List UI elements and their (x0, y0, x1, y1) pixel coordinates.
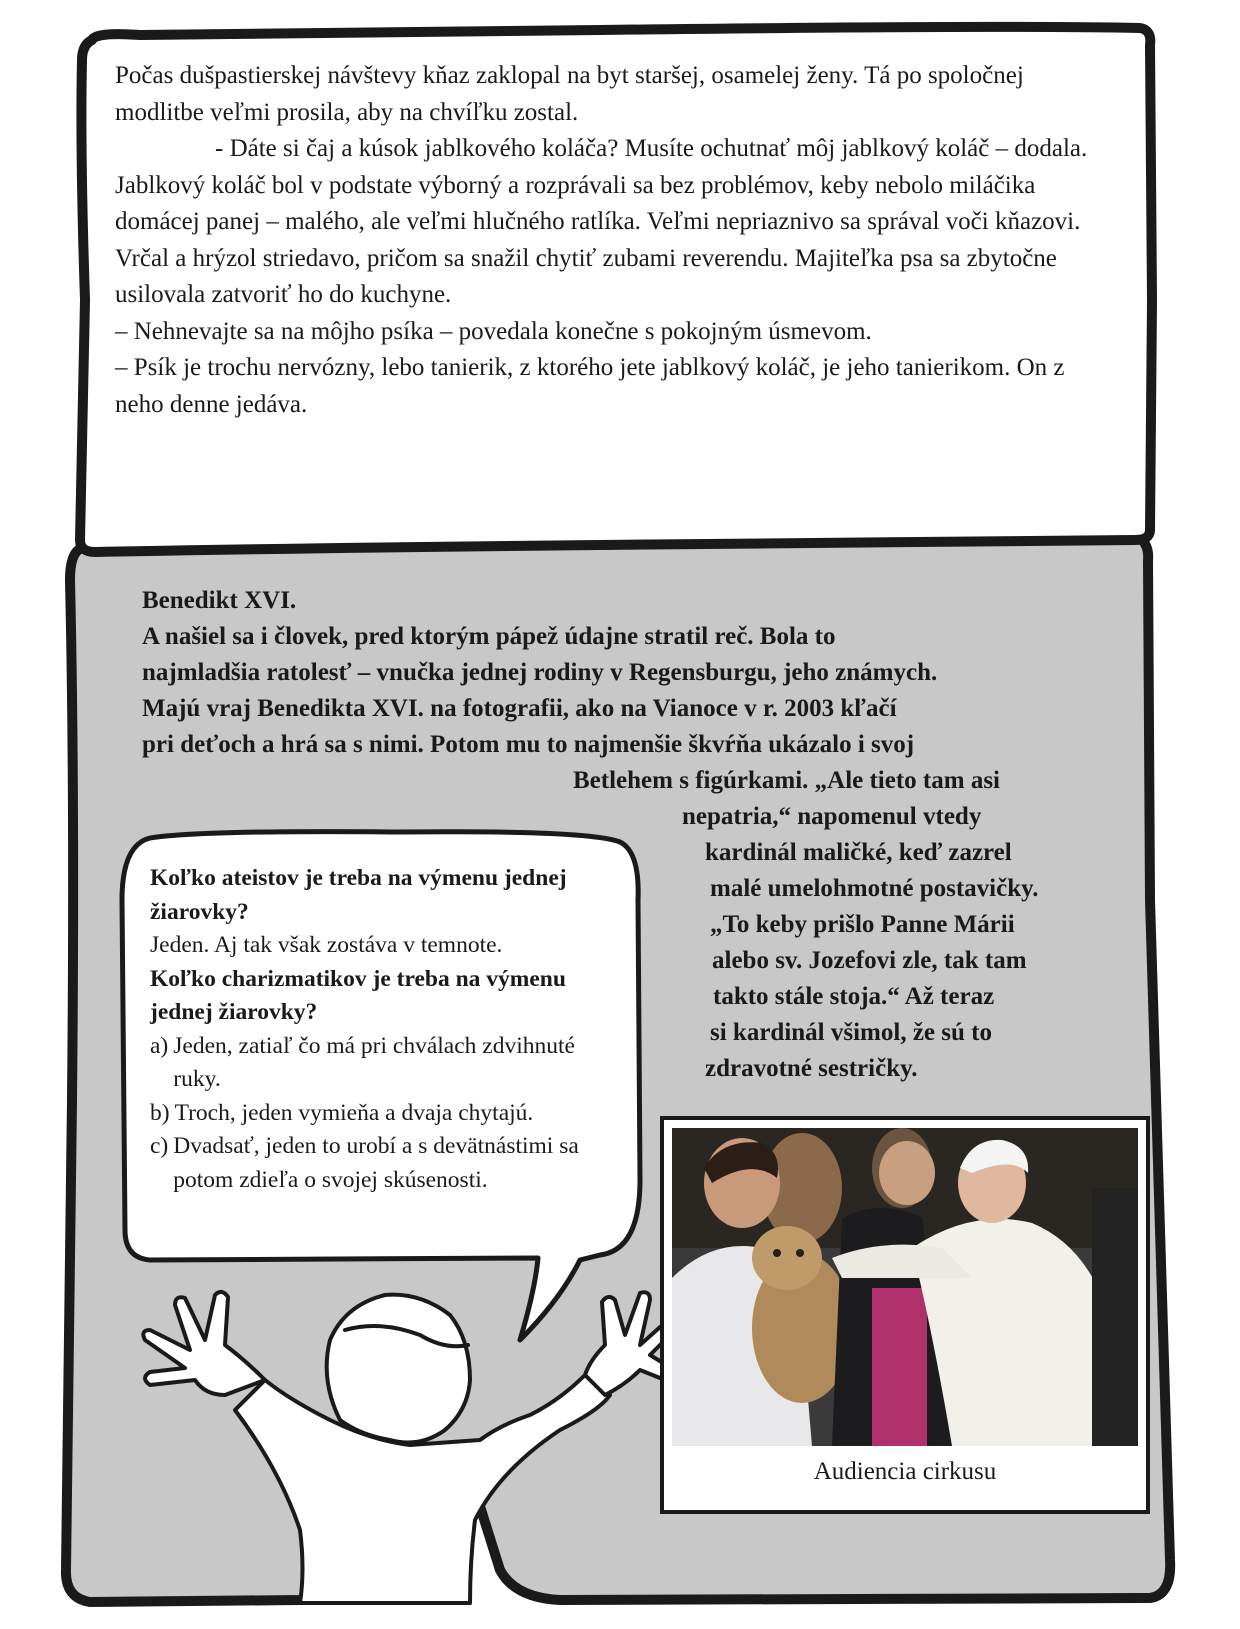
joke-option-label: a) (150, 1032, 169, 1059)
joke-option (150, 1097, 620, 1131)
benedikt-story-line: A našiel sa i človek, pred ktorým pápež údajne stratil reč. Bola to (142, 623, 836, 650)
benedikt-story-line: takto stále stoja.“ Až teraz (713, 983, 995, 1010)
top-story-paragraph: - Dáte si čaj a kúsok jablkového koláča? Musíte ochutnať môj jablkový koláč – dodala. (215, 135, 1088, 162)
joke-option (150, 1030, 620, 1097)
benedikt-story-line: nepatria,“ napomenul vtedy (682, 803, 982, 830)
benedikt-story-line: malé umelohmotné postavičky. (710, 875, 1039, 902)
benedikt-story-line: pri deťoch a hrá sa s nimi. Potom mu to najmenšie škvŕňa ukázalo i svoj (142, 731, 915, 758)
joke-answer: Jeden. Aj tak však zostáva v temnote. (150, 932, 503, 958)
top-story-text (115, 58, 1115, 423)
benedikt-story-line: najmladšia ratolesť – vnučka jednej rodiny v Regensburgu, jeho známych. (142, 659, 938, 686)
benedikt-story-line: si kardinál všimol, že sú to (710, 1019, 992, 1046)
top-story-paragraph: – Psík je trochu nervózny, lebo tanierik, z ktorého jete jablkový koláč, je jeho tanierikom. On z neho denne jedáva. (115, 354, 1065, 418)
joke-text (150, 862, 620, 1197)
top-story-paragraph: Počas dušpastierskej návštevy kňaz zaklopal na byt staršej, osamelej ženy. Tá po spoločnej modlitbe veľmi prosila, aby na chvíľku zostal. (115, 62, 1024, 126)
benedikt-story-line: Betlehem s figúrkami. „Ale tieto tam asi (573, 767, 1001, 794)
top-story-paragraph: – Nehnevajte sa na môjho psíka – povedala konečne s pokojným úsmevom. (115, 317, 872, 345)
joke-option-label: b) (150, 1099, 170, 1126)
benedikt-story-line: alebo sv. Jozefovi zle, tak tam (712, 947, 1027, 974)
joke-option-text: Dvadsať, jeden to urobí a s devätnástimi sa potom zdieľa o svojej skúsenosti. (173, 1133, 579, 1193)
joke-question: Koľko charizmatikov je treba na výmenu jednej žiarovky? (150, 965, 566, 1025)
joke-option (150, 1130, 620, 1197)
joke-option-label: c) (150, 1133, 169, 1159)
benedikt-story-line: „To keby prišlo Panne Márii (710, 911, 1015, 938)
photo-frame (660, 1116, 1150, 1514)
benedikt-story-line: kardinál maličké, keď zazrel (705, 839, 1012, 866)
joke-option-text: Jeden, zatiaľ čo má pri chválach zdvihnuté ruky. (173, 1032, 575, 1092)
benedikt-story-line: Majú vraj Benedikta XVI. na fotografii, ako na Vianoce v r. 2003 kľačí (142, 695, 897, 722)
joke-option-text: Troch, jeden vymieňa a dvaja chytajú. (174, 1099, 534, 1126)
benedikt-story-line: zdravotné sestričky. (705, 1055, 918, 1082)
joke-question: Koľko ateistov je treba na výmenu jednej žiarovky? (150, 865, 567, 925)
benedikt-story-heading: Benedikt XVI. (142, 587, 297, 614)
circus-audience-photo (672, 1128, 1138, 1446)
photo-caption: Audiencia cirkusu (813, 1458, 997, 1485)
top-story-paragraph: Jablkový koláč bol v podstate výborný a rozprávali sa bez problémov, keby nebolo miláčika domácej panej – malého, ale veľmi hlučného ratlíka. Veľmi nepriaznivo sa správal voči kňazovi. Vrčal a hrýzol striedavo, pričom sa snažil chytiť zubami reverendu. Majiteľka psa sa zbytočne usilovala zatvoriť ho do kuchyne. (115, 171, 1081, 308)
